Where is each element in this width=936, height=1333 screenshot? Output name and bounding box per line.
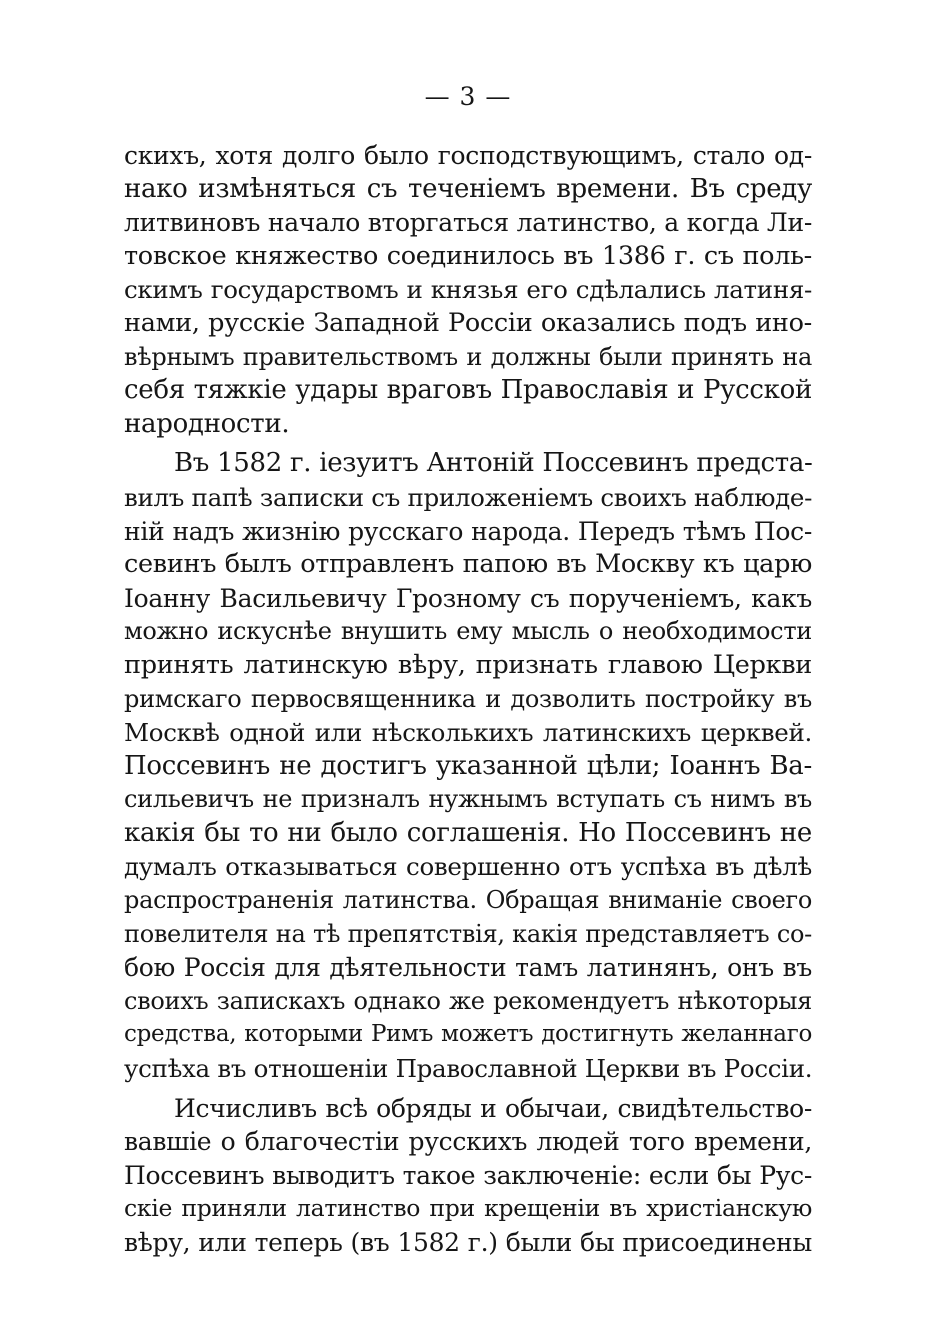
text-line: Исчисливъ всѣ обряды и обычаи, свидѣтельство-: [174, 1093, 812, 1123]
page-number: — 3 —: [424, 82, 512, 111]
text-line: Въ 1582 г. іезуитъ Антоній Поссевинъ предста-: [174, 448, 813, 479]
text-line: принять латинскую вѣру, признать главою Церкви: [124, 649, 812, 680]
text-line: ній надъ жизнію русскаго народа. Передъ тѣмъ Пос-: [124, 516, 812, 546]
text-line: вавшіе о благочестіи русскихъ людей того времени,: [124, 1127, 812, 1157]
text-line: вѣру, или теперь (въ 1582 г.) были бы присоединены: [124, 1228, 812, 1257]
text-line: бою Россія для дѣятельности тамъ латинянъ, онъ въ: [124, 953, 812, 983]
text-line: Поссевинъ выводитъ такое заключеніе: если бы Рус-: [124, 1160, 812, 1190]
text-line: Поссевинъ не достигъ указанной цѣли; Іоаннъ Ва-: [124, 750, 812, 781]
text-line: повелителя на тѣ препятствія, какія представляетъ со-: [124, 919, 812, 948]
paragraph-2: [124, 447, 812, 1085]
text-line: нако измѣняться съ теченіемъ времени. Въ среду: [124, 173, 812, 204]
text-line: своихъ запискахъ однако же рекомендуетъ нѣкоторыя: [124, 986, 812, 1015]
text-line: распространенія латинства. Обращая вниманіе своего: [124, 886, 812, 915]
text-line: успѣха въ отношеніи Православной Церкви въ Россіи.: [124, 1054, 813, 1084]
text-line: себя тяжкіе удары враговъ Православія и Русской: [124, 375, 812, 406]
text-line: думалъ отказываться совершенно отъ успѣха въ дѣлѣ: [124, 852, 812, 882]
text-line: Москвѣ одной или нѣсколькихъ латинскихъ церквей.: [124, 718, 812, 748]
text-line: скихъ, хотя долго было господствующимъ, стало од-: [124, 141, 812, 170]
text-line: какія бы то ни было соглашенія. Но Поссевинъ не: [124, 817, 812, 848]
text-line: народности.: [124, 408, 290, 439]
text-line: товское княжество соединилось въ 1386 г. съ поль-: [124, 240, 812, 271]
text-line: можно искуснѣе внушить ему мысль о необходимости: [124, 617, 812, 646]
text-line: скіе приняли латинство при крещеніи въ христіанскую: [124, 1194, 812, 1223]
text-line: сильевичъ не призналъ нужнымъ вступать съ нимъ въ: [124, 785, 812, 814]
text-line: римскаго первосвященника и дозволить постройку въ: [124, 684, 812, 713]
text-line: скимъ государствомъ и князья его сдѣлались латиня-: [124, 275, 812, 305]
text-line: нами, русскіе Западной Россіи оказались подъ ино-: [124, 307, 812, 338]
text-line: Іоанну Васильевичу Грозному съ порученіемъ, какъ: [124, 583, 812, 613]
paragraph-3: [124, 1092, 812, 1260]
text-line: вилъ папѣ записки съ приложеніемъ своихъ наблюде-: [124, 482, 813, 512]
body-text: [124, 139, 812, 1260]
text-line: литвиновъ начало вторгаться латинство, а когда Ли-: [124, 208, 812, 238]
text-line: вѣрнымъ правительствомъ и должны были принять на: [124, 342, 812, 371]
text-line: средства, которыми Римъ можетъ достигнуть желаннаго: [124, 1021, 812, 1048]
text-line: севинъ былъ отправленъ папою въ Москву къ царю: [124, 549, 812, 580]
paragraph-1: [124, 139, 812, 441]
